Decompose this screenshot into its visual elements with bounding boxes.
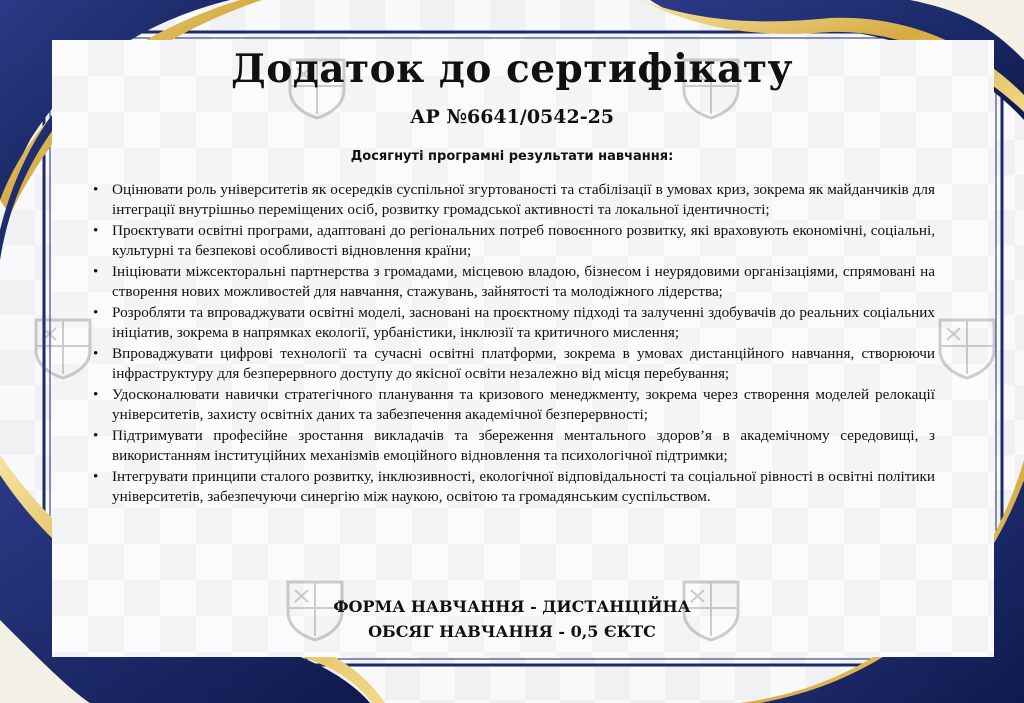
list-item: • Впроваджувати цифрові технології та сучасні освітні платформи, зокрема в умовах дистанційного навчання, створюючи інфраструктуру для безперервного доступу до якісної освіти незалежно від місця перебування; <box>93 344 935 383</box>
study-volume: ОБСЯГ НАВЧАННЯ - 0,5 ЄКТС <box>368 622 656 641</box>
study-form: ФОРМА НАВЧАННЯ - ДИСТАНЦІЙНА <box>333 597 691 616</box>
list-item: • Підтримувати професійне зростання викладачів та збереження ментального здоров’я в академічному середовищі, з використанням інституційних механізмів емоційного відновлення та психологічної підтримки; <box>93 426 935 465</box>
university-crest-icon <box>28 310 98 380</box>
list-item: • Оцінювати роль університетів як осередків суспільної згуртованості та стабілізації в умовах криз, зокрема як майданчиків для інтеграції внутрішньо переміщених осіб, розвитку громадської активності та локальної ідентичності; <box>93 180 935 219</box>
list-item: • Ініціювати міжсекторальні партнерства з громадами, місцевою владою, бізнесом і неурядовими організаціями, спрямовані на створення нових можливостей для навчання, стажувань, зайнятості та молодіжного лідерства; <box>93 262 935 301</box>
university-crest-icon <box>932 310 1002 380</box>
certificate-title: Додаток до сертифікату <box>231 46 793 92</box>
list-item: • Проєктувати освітні програми, адаптовані до регіональних потреб повоєнного розвитку, які враховують економічні, соціальні, культурні та безпекові особливості відновлення країни; <box>93 221 935 260</box>
list-item: • Інтегрувати принципи сталого розвитку, інклюзивності, екологічної відповідальності та соціальної рівності в освітні політики університетів, забезпечуючи синергію між наукою, освітою та громадянським суспільством. <box>93 467 935 506</box>
outcomes-heading: Досягнуті програмні результати навчання: <box>350 149 674 164</box>
list-item: • Удосконалювати навички стратегічного планування та кризового менеджменту, зокрема через створення моделей релокації університетів, захисту освітніх даних та забезпечення академічної безперервності; <box>93 385 935 424</box>
list-item: • Розробляти та впроваджувати освітні моделі, засновані на проєктному підході та залученні здобувачів до реальних соціальних ініціатив, зокрема в напрямках екології, урбаністики, інклюзії та критичного мислення; <box>93 303 935 342</box>
outcomes-list <box>93 180 935 508</box>
certificate-number: АР №6641/0542-25 <box>409 106 615 128</box>
